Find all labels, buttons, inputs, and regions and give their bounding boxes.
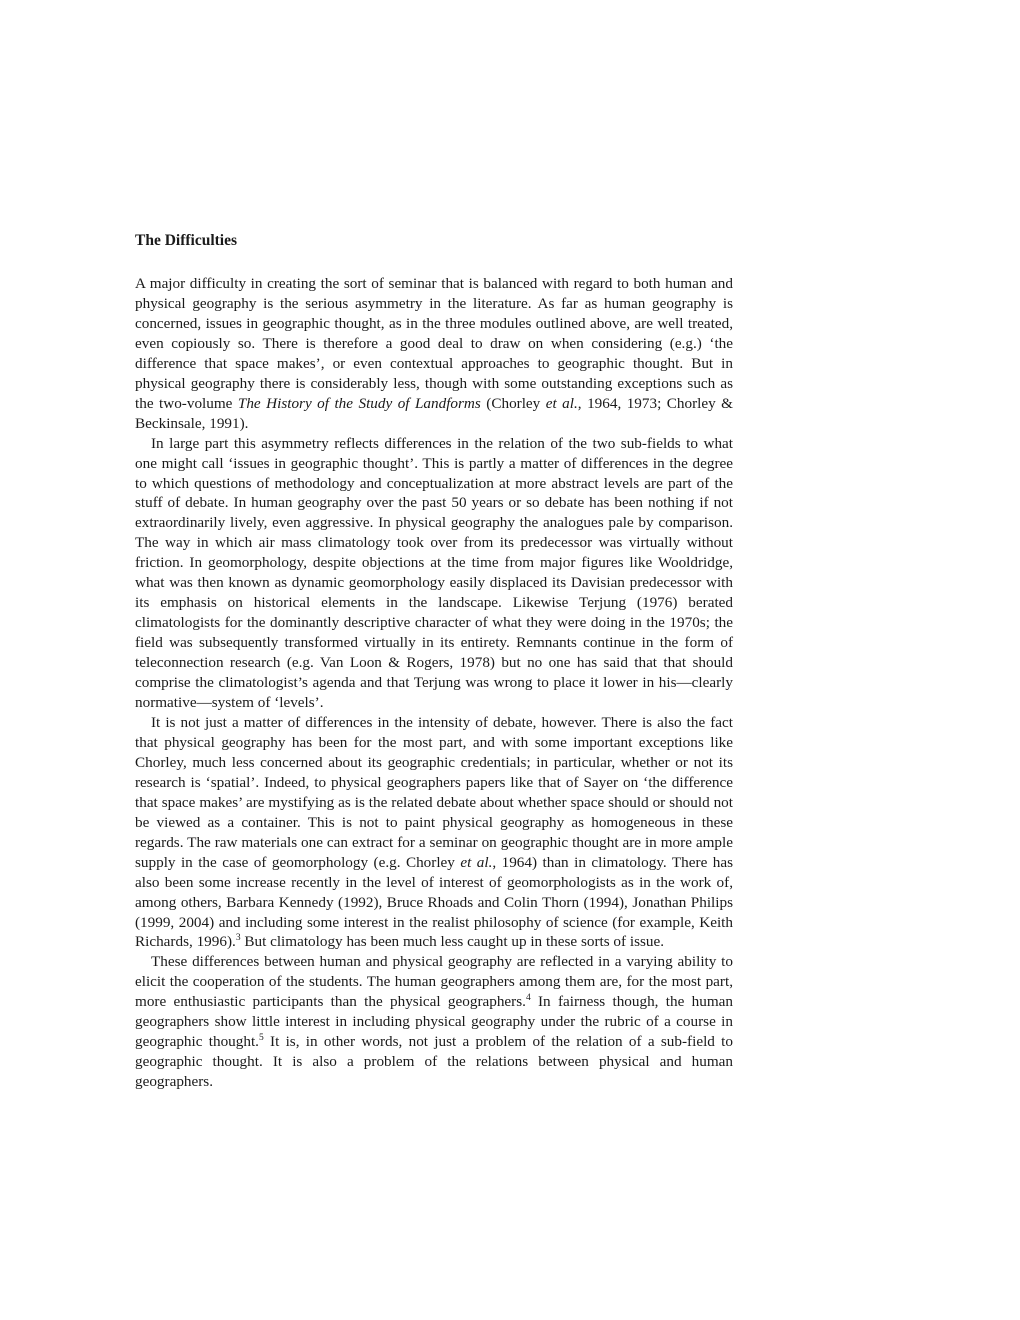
paragraph-1-text-c: , 1964, 1973; Chorley & Beckinsale, 1991). [135,394,733,432]
paragraph-1-text-b: (Chorley [480,394,546,412]
et-al-citation: et al. [460,853,493,871]
section-heading: The Difficulties [135,232,238,249]
footnote-marker-5[interactable]: 5 [258,1033,264,1044]
footnote-marker-3[interactable]: 3 [235,933,241,944]
paragraph-2: In large part this asymmetry reflects differences in the relation of the two sub-fields to what one might call ‘issues in geographic thought’. This is partly a matter of differences in the degree to which questions of methodology and conceptualization at more abstract levels are part of the stuff of debate. In human geography over the past 50 years or so debate has been nothing if not extraordinarily lively, even aggressive. In physical geography the analogues pale by comparison. The way in which air mass climatology took over from its predecessor was virtually without friction. In geomorphology, despite objections at the time from major figures like Wooldridge, what was then known as dynamic geomorphology easily displaced its Davisian predecessor with its emphasis on historical elements in the landscape. Likewise Terjung (1976) berated climatologists for the dominantly descriptive character of what they were doing in the 1970s; the field was subsequently transformed virtually in its entirety. Remnants continue in the form of teleconnection research (e.g. Van Loon & Rogers, 1978) but no one has said that that should comprise the climatologist’s agenda and that Terjung was wrong to place it lower in his—clearly normative—system of ‘levels’. [135,434,733,712]
paragraph-4-text-a: These differences between human and physical geography are reflected in a varying ability to elicit the cooperation of the students. The human geographers among them are, for the most part, more enthusiastic participants than the physical geographers. [135,953,733,1011]
page-body [135,228,733,1092]
paragraph-3 [135,713,733,952]
footnote-marker-4[interactable]: 4 [525,993,531,1004]
paragraph-1 [135,274,733,434]
paragraph-4-text-b: In fairness though, the human geographers show little interest in including physical geography under the rubric of a course in geographic thought. [135,993,733,1051]
paragraph-4 [135,952,733,1092]
paragraph-3-text-c: But climatology has been much less caught up in these sorts of issue. [240,933,665,951]
paragraph-1-text-a: A major difficulty in creating the sort of seminar that is balanced with regard to both human and physical geography is the serious asymmetry in the literature. As far as human geography is concerned, issues in geographic thought, as in the three modules outlined above, are well treated, even copiously so. There is therefore a good deal to draw on when considering (e.g.) ‘the difference that space makes’, or even contextual approaches to geographic thought. But in physical geography there is considerably less, though with some outstanding exceptions such as the two-volume [135,275,733,412]
paragraph-4-text-c: It is, in other words, not just a problem of the relation of a sub-field to geographic thought. It is also a problem of the relations between physical and human geographers. [135,1033,733,1091]
paragraph-3-text-a: It is not just a matter of differences in the intensity of debate, however. There is also the fact that physical geography has been for the most part, and with some important exceptions like Chorley, much less concerned about its geographic credentials; in particular, whether or not its research is ‘spatial’. Indeed, to physical geographers papers like that of Sayer on ‘the difference that space makes’ are mystifying as is the related debate about whether space should or should not be viewed as a container. This is not to paint physical geography as homogeneous in these regards. The raw materials one can extract for a seminar on geographic thought are in more ample supply in the case of geomorphology (e.g. Chorley [135,713,733,871]
et-al-citation: et al. [545,394,578,412]
book-title: The History of the Study of Landforms [237,394,481,412]
paragraph-3-text-b: , 1964) than in climatology. There has also been some increase recently in the level of interest of geomorphologists as in the work of, among others, Barbara Kennedy (1992), Bruce Rhoads and Colin Thorn (1994), Jonathan Philips (1999, 2004) and including some interest in the realist philosophy of science (for example, Keith Richards, 1996). [135,853,733,951]
